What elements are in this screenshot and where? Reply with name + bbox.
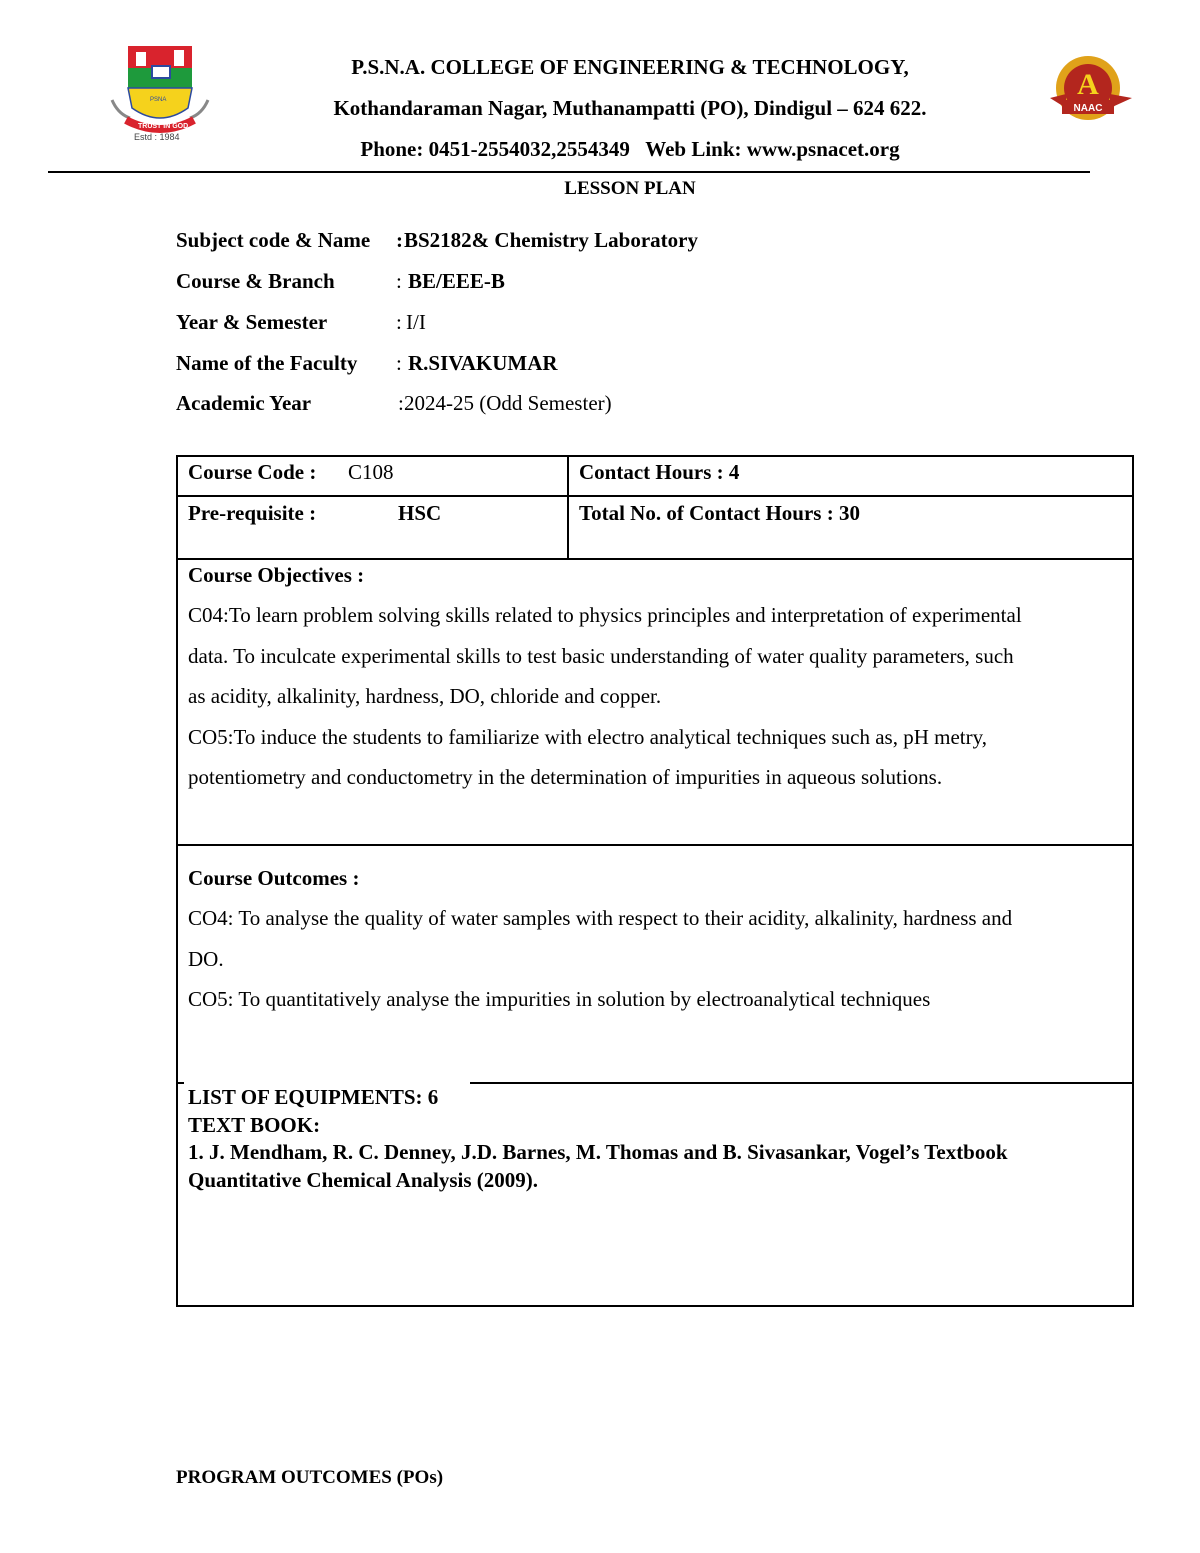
naac-letter: A <box>1077 68 1099 101</box>
table-row-divider <box>176 495 1134 497</box>
info-label: Year & Semester <box>176 310 328 334</box>
table-border-top <box>176 455 1134 457</box>
naac-text: NAAC <box>1073 103 1103 114</box>
page-title: LESSON PLAN <box>564 178 696 199</box>
table-row-divider <box>176 558 1134 560</box>
info-value: 2024-25 (Odd Semester) <box>404 391 612 415</box>
textbook-line: 1. J. Mendham, R. C. Denney, J.D. Barnes, M. Thomas and B. Sivasankar, Vogel’s Textbook <box>188 1140 1008 1164</box>
course-code-label: Course Code : <box>188 460 317 484</box>
course-code-value: C108 <box>348 460 394 484</box>
prerequisite-label: Pre-requisite : <box>188 501 317 525</box>
objectives-text <box>188 595 1128 798</box>
objective-line: CO5:To induce the students to familiarize with electro analytical techniques such as, pH metry, <box>188 724 988 749</box>
table-row-divider <box>176 1082 184 1084</box>
info-separator: : <box>398 391 404 415</box>
college-logo <box>108 44 212 144</box>
table-border-right <box>1132 455 1134 1307</box>
info-label: Name of the Faculty <box>176 351 358 375</box>
info-separator: : <box>396 310 402 334</box>
table-row-divider <box>176 844 1134 846</box>
outcome-line: DO. <box>188 946 224 971</box>
naac-logo <box>1048 50 1134 134</box>
textbook-line: Quantitative Chemical Analysis (2009). <box>188 1167 538 1192</box>
contact-hours: Contact Hours : 4 <box>579 460 740 484</box>
logo-motto: TRUST IN GOD <box>138 123 189 130</box>
prerequisite-value: HSC <box>398 501 442 525</box>
equipment-textbook-section <box>188 1084 1128 1194</box>
logo-estd: Estd : 1984 <box>134 132 180 142</box>
objective-line: C04:To learn problem solving skills related to physics principles and interpretation of experimental <box>188 603 1022 627</box>
info-separator: : <box>396 228 403 252</box>
program-outcomes-heading: PROGRAM OUTCOMES (POs) <box>176 1467 444 1488</box>
outcomes-heading: Course Outcomes : <box>188 866 360 890</box>
outcomes-text <box>188 898 1128 1020</box>
header-rule <box>48 171 1090 173</box>
info-label: Subject code & Name <box>176 228 371 252</box>
objectives-heading: Course Objectives : <box>188 563 365 587</box>
outcome-line: CO4: To analyse the quality of water samples with respect to their acidity, alkalinity, hardness and <box>188 906 1013 930</box>
info-label: Academic Year <box>176 391 312 415</box>
table-border-left <box>176 455 178 1307</box>
info-value: BS2182& Chemistry Laboratory <box>404 228 698 252</box>
info-value: I/I <box>406 310 426 334</box>
info-value: BE/EEE-B <box>408 269 505 293</box>
table-border-bottom <box>176 1305 1134 1307</box>
info-label: Course & Branch <box>176 269 335 293</box>
objective-line: potentiometry and conductometry in the determination of impurities in aqueous solutions. <box>188 765 943 789</box>
outcome-line: CO5: To quantitatively analyse the impurities in solution by electroanalytical techniques <box>188 987 931 1011</box>
objective-line: as acidity, alkalinity, hardness, DO, chloride and copper. <box>188 684 662 708</box>
college-address: Kothandaraman Nagar, Muthanampatti (PO), Dindigul – 624 622. <box>333 96 927 120</box>
objective-line: data. To inculcate experimental skills to test basic understanding of water quality parameters, such <box>188 643 1014 668</box>
logo-caption: PSNA <box>150 97 167 103</box>
info-value: R.SIVAKUMAR <box>408 351 558 375</box>
college-name: P.S.N.A. COLLEGE OF ENGINEERING & TECHNOLOGY, <box>351 55 909 79</box>
textbook-heading: TEXT BOOK: <box>188 1112 321 1137</box>
college-contact: Phone: 0451-2554032,2554349 Web Link: www.psnacet.org <box>360 137 900 161</box>
info-separator: : <box>396 269 402 293</box>
table-column-divider <box>567 455 569 559</box>
equipments-count: LIST OF EQUIPMENTS: 6 <box>188 1085 439 1109</box>
total-contact-hours: Total No. of Contact Hours : 30 <box>579 501 860 525</box>
info-separator: : <box>396 351 402 375</box>
